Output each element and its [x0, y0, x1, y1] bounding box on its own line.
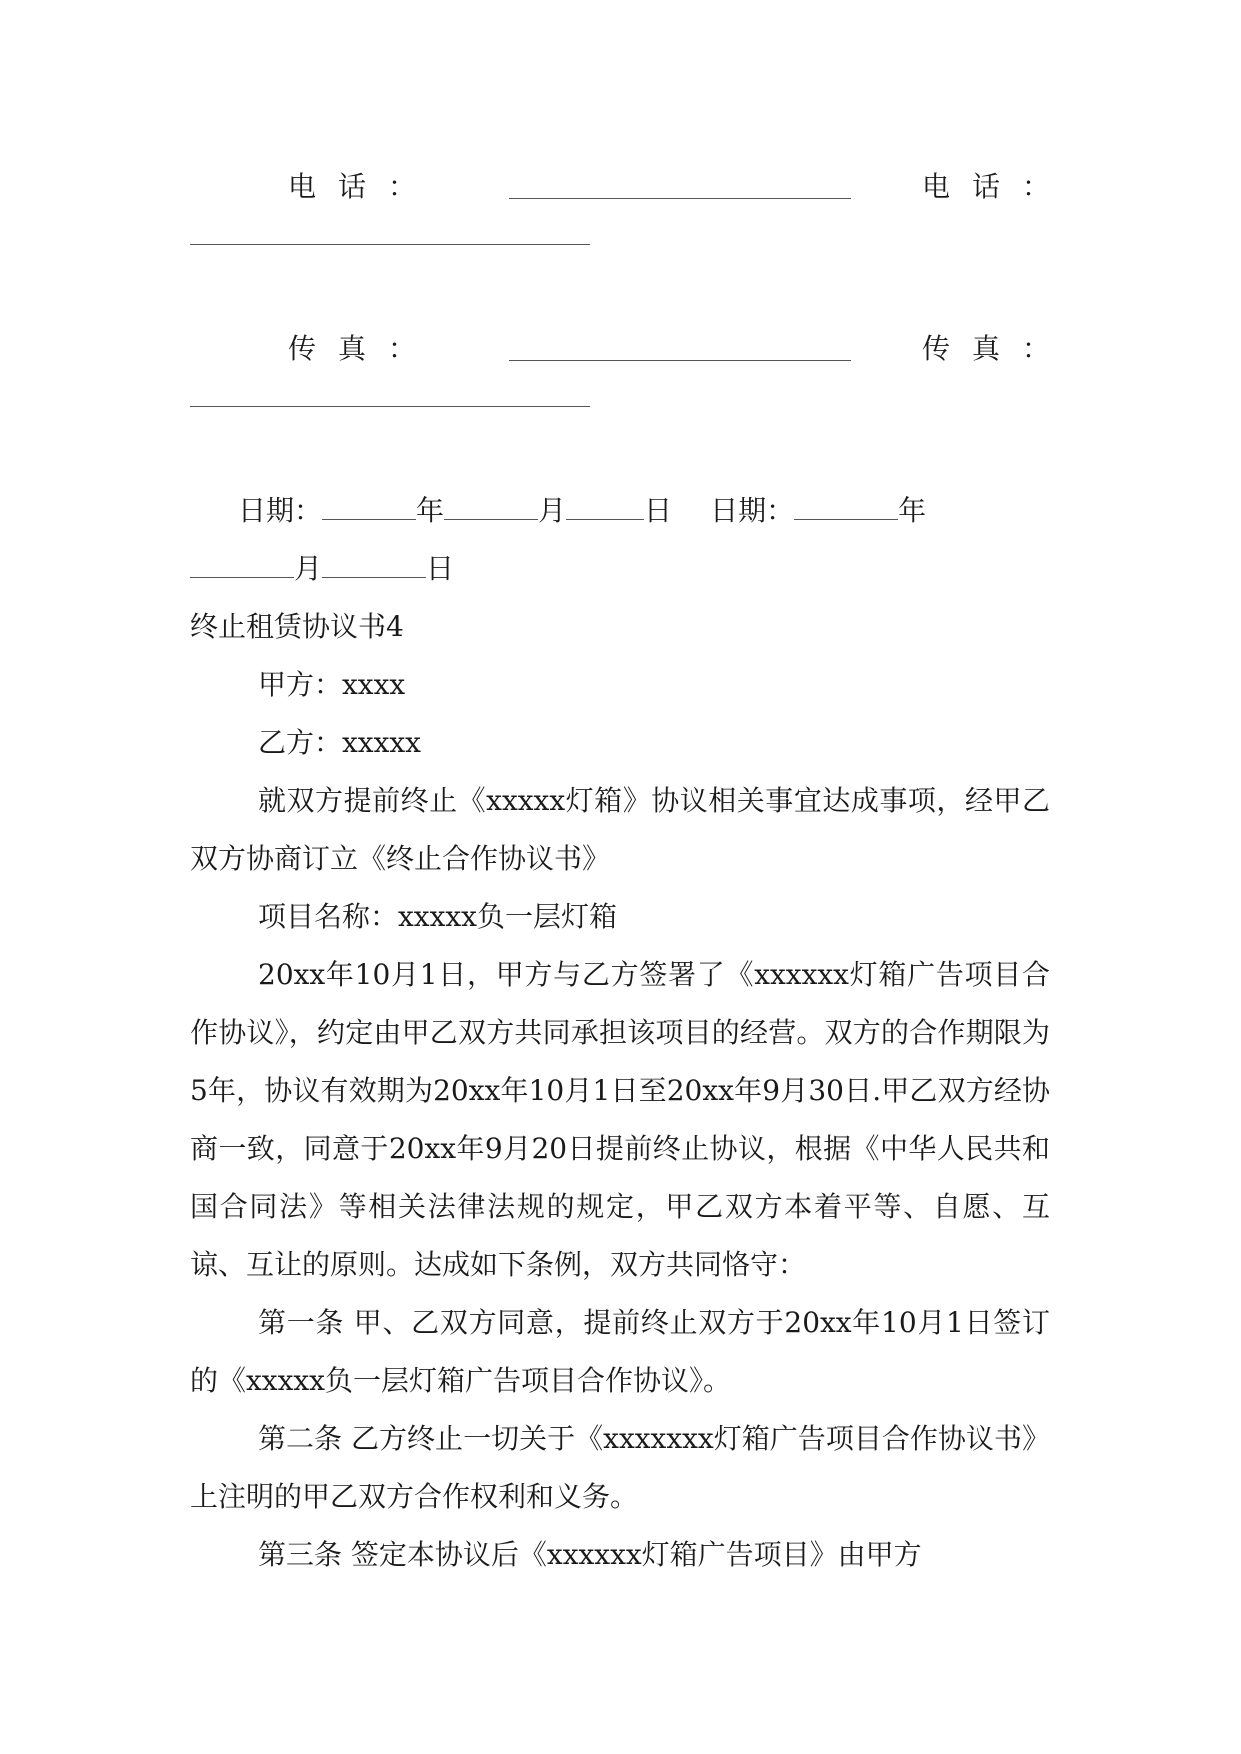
date-label-b: 日期：	[710, 494, 795, 527]
date-label-a: 日期：	[238, 494, 323, 527]
date-row	[190, 482, 1050, 540]
day-blank-a	[566, 501, 644, 520]
intro-paragraph: 就双方提前终止《xxxxx灯箱》协议相关事宜达成事项，经甲乙双方协商订立《终止合作协议书》	[190, 784, 1050, 875]
phone-row	[190, 158, 1072, 216]
article-3: 第三条 签定本协议后《xxxxxx灯箱广告项目》由甲方	[258, 1538, 922, 1571]
month-label-a: 月	[538, 494, 567, 527]
phone-blank-b	[190, 216, 1050, 274]
fax-label-a: 传真：	[288, 332, 439, 365]
year-blank-a	[322, 501, 416, 520]
year-label-b: 年	[898, 494, 927, 527]
article-1: 第一条 甲、乙双方同意，提前终止双方于20xx年10月1日签订的《xxxxx负一层灯箱广告项目合作协议》。	[190, 1306, 1050, 1397]
project-name: 项目名称：xxxxx负一层灯箱	[258, 900, 617, 933]
day-label-b: 日	[426, 552, 455, 585]
party-b: 乙方：xxxxx	[258, 726, 421, 759]
phone-label-a: 电话：	[288, 170, 439, 203]
agreement-title: 终止租赁协议书4	[190, 610, 404, 643]
year-blank-b	[794, 501, 898, 520]
document-body	[190, 158, 1072, 1584]
year-label-a: 年	[416, 494, 445, 527]
month-blank-a	[444, 501, 538, 520]
background-paragraph: 20xx年10月1日，甲方与乙方签署了《xxxxxx灯箱广告项目合作协议》，约定由甲乙双方共同承担该项目的经营。双方的合作期限为5年，协议有效期为20xx年10月1日至20xx年9月30日.甲乙双方经协商一致，同意于20xx年9月20日提前终止协议，根据《中华人民共和国合同法》等相关法律法规的规定，甲乙双方本着平等、自愿、互谅、互让的原则。达成如下条例，双方共同恪守：	[190, 958, 1050, 1281]
fax-blank-a	[509, 342, 851, 361]
fax-row	[190, 320, 1072, 378]
phone-label-b: 电话：	[921, 170, 1072, 203]
article-2: 第二条 乙方终止一切关于《xxxxxxx灯箱广告项目合作协议书》上注明的甲乙双方合作权利和义务。	[190, 1422, 1050, 1513]
party-a: 甲方：xxxx	[258, 668, 406, 701]
month-blank-b	[190, 559, 294, 578]
date-row-continued	[190, 540, 1050, 598]
month-label-b: 月	[294, 552, 323, 585]
fax-label-b: 传真：	[921, 332, 1072, 365]
phone-blank-a	[509, 180, 851, 199]
fax-blank-b	[190, 378, 1050, 436]
day-label-a: 日	[644, 494, 673, 527]
day-blank-b	[322, 559, 426, 578]
